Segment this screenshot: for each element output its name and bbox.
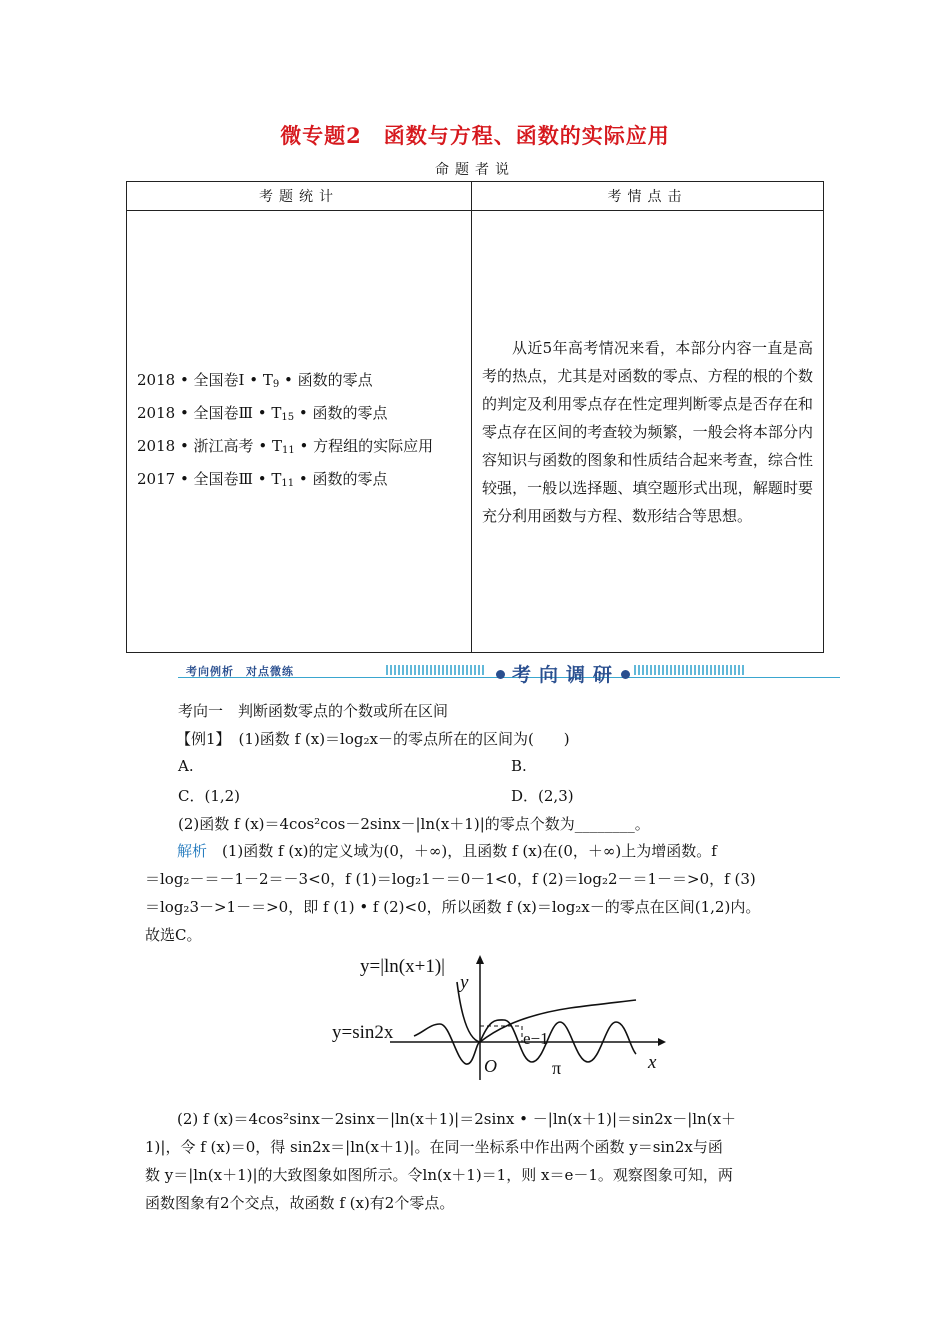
label-x-axis: x: [648, 1052, 657, 1073]
solution-label: 解析: [177, 842, 208, 860]
exam-item: 2017 • 全国卷Ⅲ • $T_{11}$ • 函数的零点: [137, 469, 388, 489]
exam-item: 2018 • 全国卷Ⅰ • $T_9$ • 函数的零点: [137, 370, 373, 390]
col-left-header: 考题统计: [127, 182, 472, 211]
label-sin: y=sin2x: [332, 1022, 394, 1043]
option-c: C．(1,2): [178, 787, 241, 805]
analysis-text: 从近5年高考情况来看，本部分内容一直是高考的热点，尤其是对函数的零点、方程的根的个数的判定及利用零点存在性定理判断零点是否存在和零点存在区间的考查较为频繁，一般会将本部分内容知识与函数的图象和性质结合起来考查，综合性较强，一般以选择题、填空题形式出现，解题时要充分利用函数与方程、数形结合等思想。: [482, 338, 813, 525]
solution-part-1: 解析 (1)函数 f (x)的定义域为(0，＋∞)，且函数 f (x)在(0，＋∞)上为增函数。f ＝log₂－＝－1－2＝－3<0，f (1)＝log₂1－＝0－1<0，f (2)＝log₂2－＝1－＝>0，f (3) ＝log₂3－>1－＝>0，即 f (1) • f (2)<0，所以函数 f (x)＝log₂x－的零点在区间(1,2)内。 故选C。: [145, 842, 761, 944]
section-banner: [178, 660, 840, 688]
label-y-axis: y: [460, 972, 469, 993]
example-question-2: (2)函数 f (x)＝4cos²cos－2sinx－|ln(x＋1)|的零点个数为________。: [178, 815, 650, 833]
example-question-1: 【例1】 (1)函数 f (x)＝log₂x－的零点所在的区间为( ): [176, 730, 570, 748]
label-pi: π: [552, 1058, 562, 1078]
option-d: D．(2,3): [511, 787, 574, 805]
exam-list: [127, 366, 471, 498]
section-subtitle: 命题者说: [435, 162, 515, 178]
left-cell: [127, 211, 472, 653]
option-a: A.: [178, 757, 194, 775]
example-tag: 【例1】: [176, 730, 231, 748]
banner-center-label: 考向调研: [512, 664, 621, 686]
page-title: 微专题2 函数与方程、函数的实际应用: [280, 123, 670, 148]
banner-bullet-left: [496, 670, 505, 679]
label-ln: y=|ln(x+1)|: [360, 956, 445, 977]
section-heading: 考向一 判断函数零点的个数或所在区间: [178, 702, 449, 720]
option-b: B.: [511, 757, 527, 775]
banner-dots-left: [386, 665, 486, 675]
banner-bullet-right: [621, 670, 630, 679]
solution-part-2: (2) f (x)＝4cos²sinx－2sinx－|ln(x＋1)|＝2sinx • －|ln(x＋1)|＝sin2x－|ln(x＋ 1)|，令 f (x)＝0，得 sin2x＝|ln(x＋1)|。在同一坐标系中作出两个函数 y＝sin2x与函 数 y＝|ln(x＋1)|的大致图象如图所示。令ln(x＋1)＝1，则 x＝e－1。观察图象可知，两 函数图象有2个交点，故函数 f (x)有2个零点。: [145, 1110, 737, 1212]
right-cell: [472, 211, 824, 653]
function-graph: [330, 952, 670, 1082]
label-origin: O: [484, 1056, 497, 1076]
exam-item: 2018 • 浙江高考 • $T_{11}$ • 方程组的实际应用: [137, 436, 434, 456]
exam-item: 2018 • 全国卷Ⅲ • $T_{15}$ • 函数的零点: [137, 403, 388, 423]
banner-dots-right: [634, 665, 744, 675]
label-e-minus-1: e−1: [523, 1029, 549, 1048]
banner-left-label: 考向例析 对点微练: [186, 665, 294, 678]
stats-table: [126, 181, 824, 653]
col-right-header: 考情点击: [472, 182, 824, 211]
